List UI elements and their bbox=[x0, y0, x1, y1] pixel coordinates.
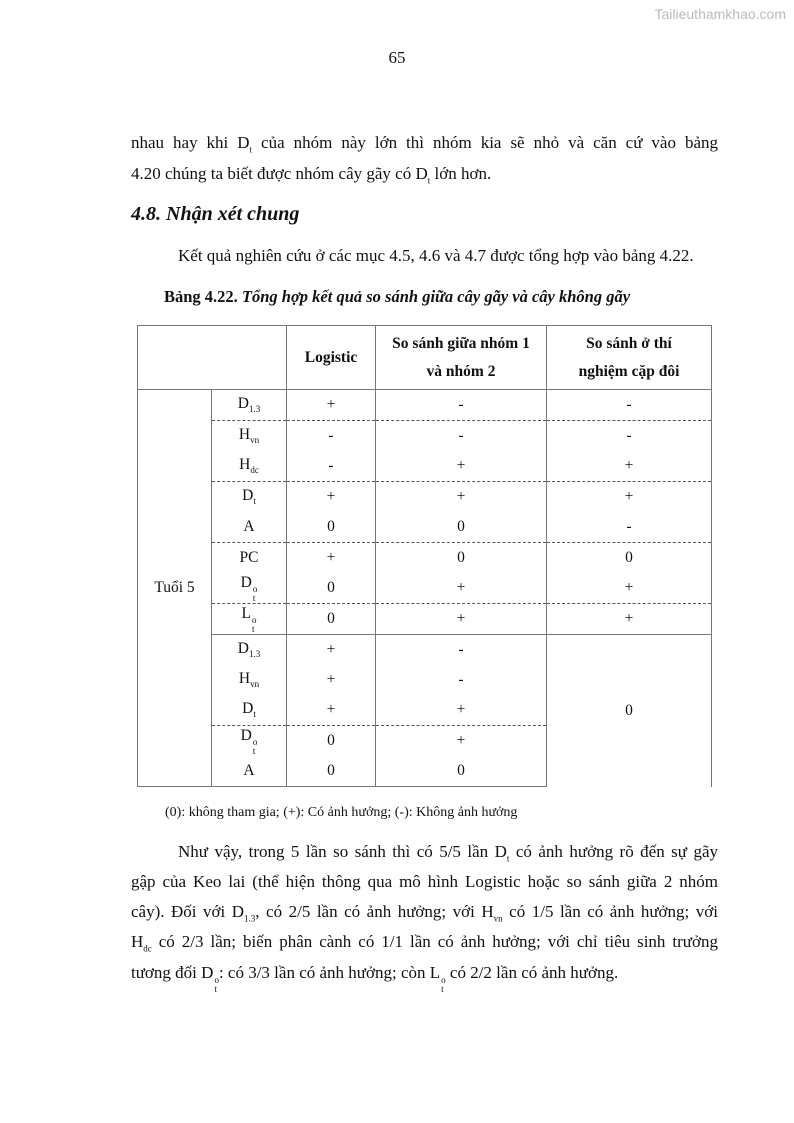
paragraph-line: cây). Đối với $D_{1.3}$, có 2/5 lần có ảnh hưởng; với $H_{vn}$ có 1/5 lần có ảnh hưởng; với bbox=[131, 902, 718, 924]
table-note: (0): không tham gia; (+): Có ảnh hưởng; (-): Không ảnh hưởng bbox=[165, 805, 518, 820]
value-cell: - bbox=[547, 421, 712, 452]
variable-cell: $D_t$ bbox=[212, 482, 287, 513]
value-cell: 0 bbox=[376, 756, 547, 787]
value-cell: + bbox=[376, 482, 547, 513]
value-cell: + bbox=[287, 665, 376, 695]
value-cell: 0 bbox=[287, 726, 376, 757]
value-cell: + bbox=[287, 543, 376, 574]
variable-cell: D o t bbox=[212, 573, 287, 604]
value-cell: - bbox=[376, 390, 547, 421]
paragraph: Kết quả nghiên cứu ở các mục 4.5, 4.6 và 4.7 được tổng hợp vào bảng 4.22. bbox=[178, 246, 694, 265]
value-cell: + bbox=[287, 482, 376, 513]
value-cell: 0 bbox=[376, 512, 547, 543]
page-number: 65 bbox=[388, 48, 406, 67]
table-row bbox=[138, 604, 712, 635]
group-label: Tuổi 5 bbox=[138, 390, 212, 787]
table-row bbox=[138, 543, 712, 574]
table-row bbox=[138, 573, 712, 604]
table-row bbox=[138, 451, 712, 482]
value-cell: - bbox=[376, 421, 547, 452]
value-cell: - bbox=[547, 390, 712, 421]
value-cell: + bbox=[547, 573, 712, 604]
header-logistic: Logistic bbox=[287, 326, 376, 390]
value-cell: 0 bbox=[287, 512, 376, 543]
value-cell: 0 bbox=[287, 756, 376, 787]
merged-value-cell: 0 bbox=[547, 635, 712, 787]
value-cell: - bbox=[547, 512, 712, 543]
results-table bbox=[137, 325, 712, 787]
variable-cell: D o t bbox=[212, 726, 287, 757]
variable-cell: $H_{vn}$ bbox=[212, 665, 287, 695]
empty-header bbox=[138, 326, 287, 390]
paragraph-line: gập của Keo lai (thể hiện thông qua mô hình Logistic hoặc so sánh giữa 2 nhóm bbox=[131, 872, 718, 891]
value-cell: + bbox=[287, 635, 376, 666]
paragraph-line: nhau hay khi $D_t$ của nhóm này lớn thì nhóm kia sẽ nhỏ và căn cứ vào bảng bbox=[131, 133, 718, 155]
value-cell: 0 bbox=[547, 543, 712, 574]
watermark: Tailieuthamkhao.com bbox=[654, 6, 786, 22]
header-group-compare: So sánh giữa nhóm 1 và nhóm 2 bbox=[376, 326, 547, 390]
value-cell: + bbox=[376, 695, 547, 726]
value-cell: + bbox=[547, 482, 712, 513]
variable-cell: $D_{1.3}$ bbox=[212, 390, 287, 421]
table-row bbox=[138, 390, 712, 421]
variable-cell: $H_{vn}$ bbox=[212, 421, 287, 452]
paragraph-line: 4.20 chúng ta biết được nhóm cây gãy có $D_t$ lớn hơn. bbox=[131, 164, 492, 186]
value-cell: 0 bbox=[287, 604, 376, 635]
table-row bbox=[138, 635, 712, 666]
value-cell: + bbox=[376, 726, 547, 757]
paragraph-line: $H_{dc}$ có 2/3 lần; biến phân cành có 1/1 lần có ảnh hưởng; với chỉ tiêu sinh trưởng bbox=[131, 932, 718, 954]
value-cell: + bbox=[376, 573, 547, 604]
header-paired-compare: So sánh ở thí nghiệm cặp đôi bbox=[547, 326, 712, 390]
value-cell: + bbox=[547, 604, 712, 635]
variable-cell: A bbox=[212, 756, 287, 787]
variable-cell: A bbox=[212, 512, 287, 543]
paragraph-line: tương đối D o t : có 3/3 lần có ảnh hưởng; còn L o t có 2/2 lần có ảnh hưởng. bbox=[131, 963, 619, 994]
section-heading: 4.8. Nhận xét chung bbox=[131, 203, 300, 225]
value-cell: + bbox=[376, 604, 547, 635]
value-cell: - bbox=[287, 421, 376, 452]
value-cell: - bbox=[376, 635, 547, 666]
value-cell: 0 bbox=[287, 573, 376, 604]
value-cell: - bbox=[287, 451, 376, 482]
variable-cell: L o t bbox=[212, 604, 287, 635]
table-row bbox=[138, 482, 712, 513]
value-cell: + bbox=[287, 695, 376, 726]
table-row bbox=[138, 512, 712, 543]
variable-cell: $D_t$ bbox=[212, 695, 287, 726]
variable-cell: $D_{1.3}$ bbox=[212, 635, 287, 666]
value-cell: 0 bbox=[376, 543, 547, 574]
table-row bbox=[138, 421, 712, 452]
paragraph-line: Như vậy, trong 5 lần so sánh thì có 5/5 lần $D_t$ có ảnh hưởng rõ đến sự gãy bbox=[178, 842, 718, 864]
table-caption: Bảng 4.22. Tổng hợp kết quả so sánh giữa cây gãy và cây không gãy bbox=[163, 287, 631, 306]
value-cell: + bbox=[547, 451, 712, 482]
value-cell: + bbox=[376, 451, 547, 482]
value-cell: - bbox=[376, 665, 547, 695]
variable-cell: PC bbox=[212, 543, 287, 574]
value-cell: + bbox=[287, 390, 376, 421]
variable-cell: $H_{dc}$ bbox=[212, 451, 287, 482]
